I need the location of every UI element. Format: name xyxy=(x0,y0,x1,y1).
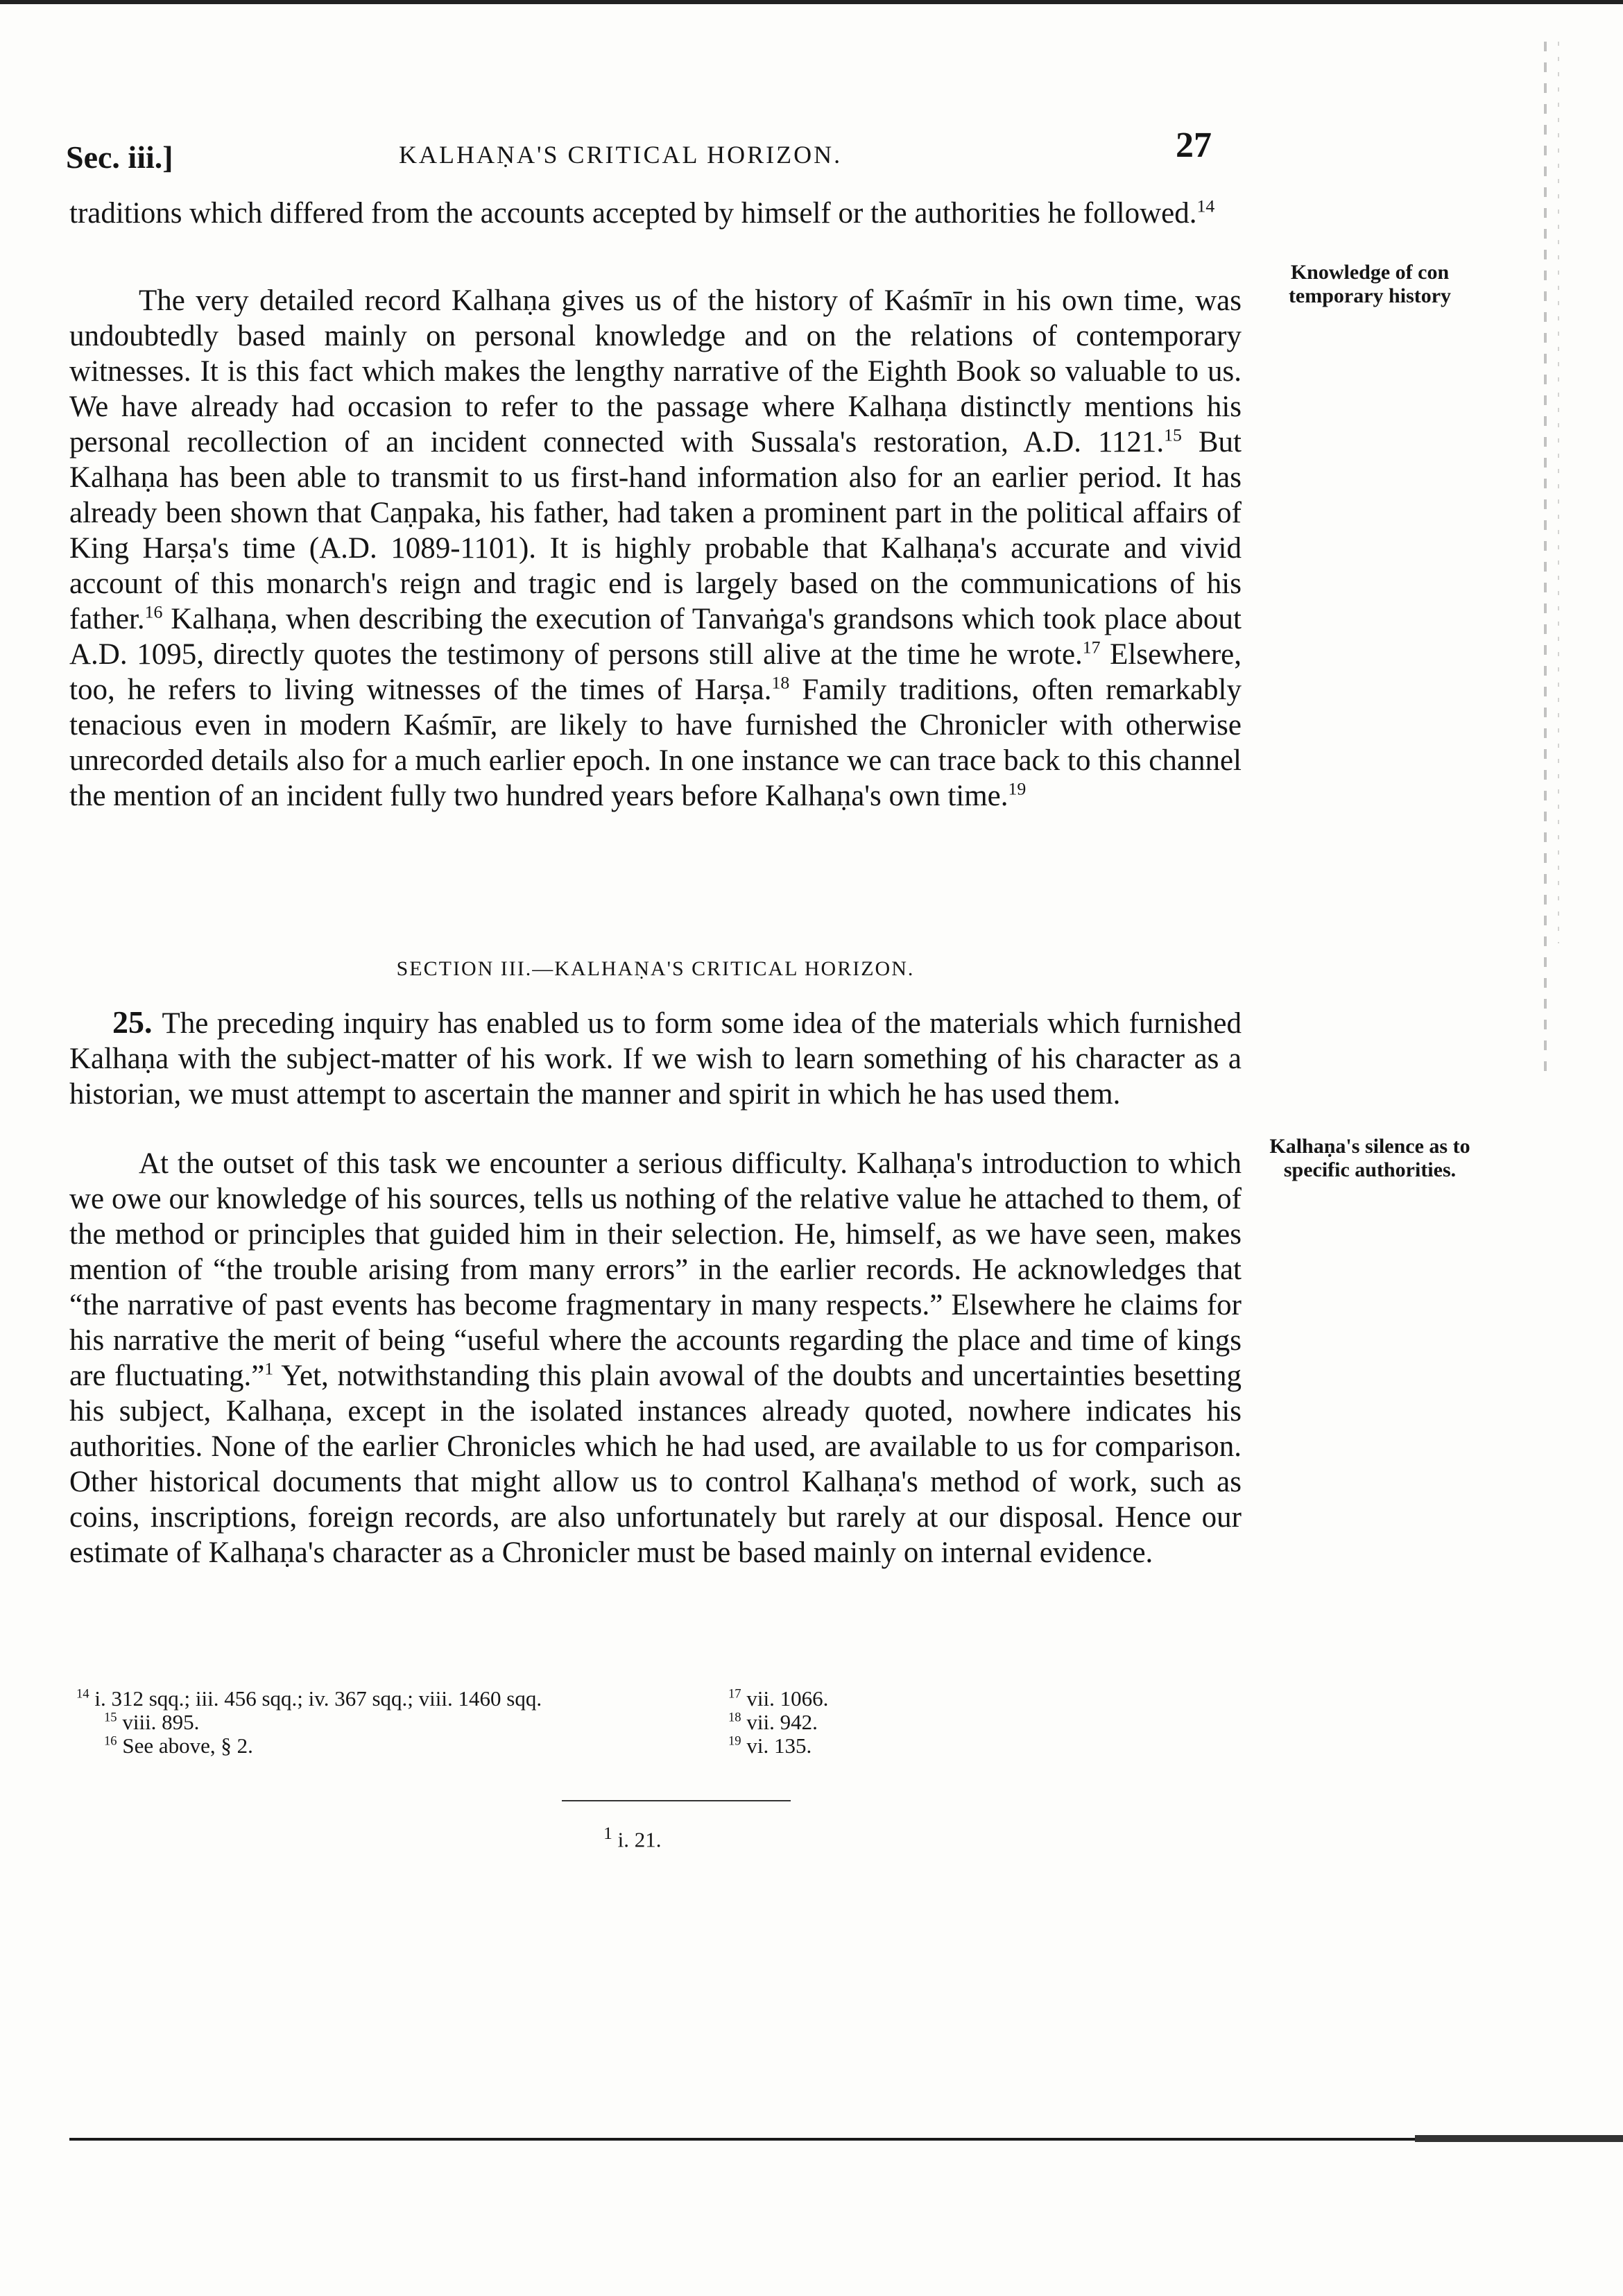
footnote xyxy=(76,1711,680,1734)
footnote-ref: 1 xyxy=(264,1358,274,1379)
footnote xyxy=(728,1711,1075,1734)
footnote-number: 16 xyxy=(104,1733,117,1749)
margin-note: Kalhaṇa's silence as to specific authorities. xyxy=(1269,1135,1470,1181)
paragraph-continuation xyxy=(69,196,1242,231)
footnote-text: See above, § 2. xyxy=(117,1733,253,1758)
footnote-ref: 14 xyxy=(1196,196,1215,216)
footnote xyxy=(728,1687,1075,1711)
footnote-number: 19 xyxy=(728,1733,741,1749)
paragraph-text: Family traditions, often remarkably tenacious even in modern Kaśmīr, are likely to have furnished the Chronicler with otherwise unrecorded details also for a much earlier epoch. In one instance we can trace back to this channel the mention of an incident fully two hundred years before Kalhaṇa's own time. xyxy=(69,674,1242,812)
footnote-text: viii. 895. xyxy=(117,1710,200,1734)
footnote-number: 17 xyxy=(728,1686,741,1702)
footnote-number: 14 xyxy=(76,1686,89,1702)
footnote-divider xyxy=(562,1800,791,1801)
paragraph-text: At the outset of this task we encounter a serious difficulty. Kalhaṇa's introduction to which we owe our knowledge of his sources, tells us nothing of the relative value he attached to them, of the method or principles that guided him in their selection. He, himself, as we have seen, makes mention of “the trouble arising from many errors” in the earlier records. He acknowledges that “the narrative of past events has become fragmentary in many respects.” Elsewhere he claims for his narrative the merit of being “useful where the accounts regarding the place and time of kings are fluctuating.” xyxy=(69,1147,1242,1392)
footnote-text: vi. 135. xyxy=(741,1733,812,1758)
margin-note: Knowledge of con temporary history xyxy=(1288,261,1452,307)
footnote-number: 1 xyxy=(603,1823,612,1843)
footnote-column xyxy=(728,1687,1075,1758)
footnote-column xyxy=(76,1687,680,1758)
bottom-border xyxy=(69,2138,1623,2141)
paragraph-text: The very detailed record Kalhaṇa gives us of the history of Kaśmīr in his own time, was undoubtedly based mainly on personal knowledge and on the relations of contemporary witnesses. It is this fact which makes the lengthy narrative of the Eighth Book so valuable to us. We have already had occasion to refer to the passage where Kalhaṇa distinctly mentions his personal recollection of an incident connected with Sussala's restoration, A.D. 1121. xyxy=(69,284,1242,459)
paragraph-silence xyxy=(69,1146,1242,1570)
paragraph-text: The preceding inquiry has enabled us to form some idea of the materials which furnished Kalhaṇa with the subject-matter of his work. If we wish to learn something of his character as a historian, we must attempt to ascertain the manner and spirit in which he has used them. xyxy=(69,1007,1242,1111)
footnote-number: 15 xyxy=(104,1710,117,1725)
paragraph-text: But Kalhaṇa has been able to transmit to us first-hand information also for an earlier period. It has already been shown that Caṇpaka, his father, had taken a prominent part in the political affairs of King Harṣa's time (A.D. 1089-1101). It is highly probable that Kalhaṇa's accurate and vivid account of this monarch's reign and tragic end is largely based on the communications of his father. xyxy=(69,426,1242,635)
footnote-ref: 17 xyxy=(1082,637,1101,658)
footnote-number: 18 xyxy=(728,1710,741,1725)
section-heading: SECTION III.—KALHAṆA'S CRITICAL HORIZON. xyxy=(396,957,915,980)
footnote-ref: 19 xyxy=(1008,778,1027,799)
top-border xyxy=(0,0,1623,4)
page-number: 27 xyxy=(1176,126,1212,165)
scan-edge-mark xyxy=(1558,42,1559,943)
running-title: KALHAṆA'S CRITICAL HORIZON. xyxy=(399,141,843,169)
section-label: Sec. iii.] xyxy=(66,139,173,175)
footnote-text: vii. 1066. xyxy=(741,1686,829,1711)
bottom-border-thick xyxy=(1415,2135,1623,2142)
paragraph-number: 25. xyxy=(112,1004,153,1040)
scan-edge-mark xyxy=(1544,42,1547,1082)
paragraph-text: traditions which differed from the accounts accepted by himself or the authorities he followed. xyxy=(69,197,1197,230)
footnote-text: i. 312 sqq.; iii. 456 sqq.; iv. 367 sqq.; viii. 1460 sqq. xyxy=(89,1686,542,1711)
running-header xyxy=(66,125,1238,180)
paragraph-text: Yet, notwithstanding this plain avowal of the doubts and uncertainties besetting his subject, Kalhaṇa, except in the isolated instances already quoted, nowhere indicates his authorities. None of the earlier Chronicles which he had used, are available to us for comparison. Other historical documents that might allow us to control Kalhaṇa's method of work, such as coins, inscriptions, foreign records, are also unfortunately but rarely at our disposal. Hence our estimate of Kalhaṇa's character as a Chronicler must be based mainly on internal evidence. xyxy=(69,1360,1242,1569)
footnote-text: vii. 942. xyxy=(741,1710,818,1734)
footnote-ref: 16 xyxy=(144,601,163,622)
footnote xyxy=(76,1734,680,1758)
paragraph-text: Kalhaṇa, when describing the execution of Tanvaṅga's grandsons which took place about A.D. 1095, directly quotes the testimony of persons still alive at the time he wrote. xyxy=(69,603,1242,671)
paragraph-contemporary-history xyxy=(69,283,1242,814)
paragraph-text: Elsewhere, too, he refers to living witnesses of the times of Harṣa. xyxy=(69,638,1242,706)
footnote-ref: 15 xyxy=(1164,425,1182,445)
footnote xyxy=(76,1687,680,1711)
footnote xyxy=(603,1823,662,1852)
paragraph-25 xyxy=(69,1004,1242,1112)
footnote xyxy=(728,1734,1075,1758)
footnote-ref: 18 xyxy=(771,672,790,693)
footnote-text: i. 21. xyxy=(612,1827,662,1852)
